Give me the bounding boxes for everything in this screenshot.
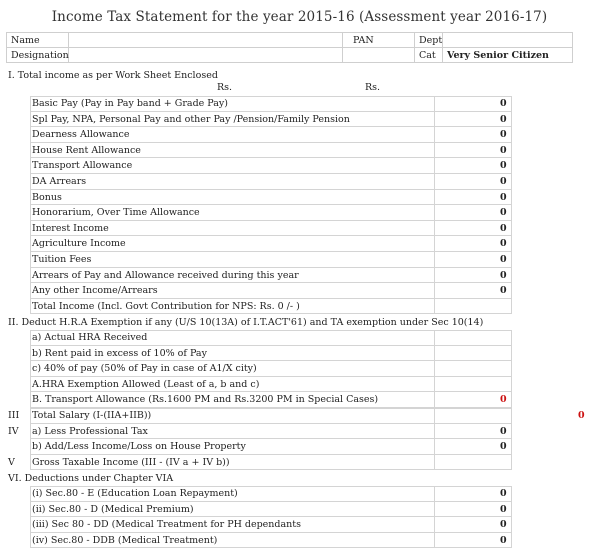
section-6-title: VI. Deductions under Chapter VIA [8, 473, 174, 484]
amount-value: 0 [500, 425, 507, 437]
row-label: B. Transport Allowance (Rs.1600 PM and Rs.3200 PM in Special Cases) [32, 394, 379, 406]
section-1-title: I. Total income as per Work Sheet Enclosed [8, 70, 218, 81]
name-value [69, 33, 343, 48]
value-cell [435, 299, 512, 315]
value-cell [435, 377, 512, 393]
row-label: Transport Allowance [32, 160, 133, 172]
row-label: c) 40% of pay (50% of Pay in case of A1/X city) [32, 363, 257, 375]
designation-value [69, 48, 343, 63]
amount-value: 0 [500, 129, 507, 141]
label-cell [30, 174, 435, 190]
dept-label: Dept [415, 33, 443, 48]
row-label: Any other Income/Arrears [32, 285, 158, 297]
amount-value: 0 [500, 488, 507, 499]
hra-row [6, 377, 593, 393]
amount-value: 0 [500, 441, 507, 453]
page-title: Income Tax Statement for the year 2015-16 (Assessment year 2016-17) [51, 9, 548, 25]
amount-value: 0 [500, 160, 507, 172]
cat-value: Very Senior Citizen [443, 48, 573, 63]
income-row [6, 127, 593, 143]
deduction-row [6, 533, 593, 548]
income-row [6, 252, 593, 268]
amount-value: 0 [500, 98, 507, 109]
row-label: (i) Sec.80 - E (Education Loan Repayment) [32, 488, 238, 499]
row-label: Arrears of Pay and Allowance received during this year [32, 269, 299, 281]
row-label: Tuition Fees [32, 253, 92, 265]
row-label: a) Actual HRA Received [32, 332, 148, 343]
row-label: Honorarium, Over Time Allowance [32, 207, 200, 219]
row-label: Bonus [32, 191, 62, 203]
deduction-rows [6, 486, 593, 548]
dept-value [443, 33, 573, 48]
summary-row [6, 455, 593, 471]
row-label: b) Add/Less Income/Loss on House Property [32, 441, 246, 453]
amount-value: 0 [500, 269, 507, 281]
amount-value: 0 [500, 222, 507, 234]
row-label: Total Salary (I-(IIA+IIB)) [32, 410, 152, 421]
income-row [6, 143, 593, 159]
amount-value: 0 [500, 519, 507, 531]
value-cell [435, 361, 512, 377]
cat-label: Cat [415, 48, 443, 63]
income-row [6, 174, 593, 190]
amount-value: 0 [500, 394, 507, 406]
row-label: House Rent Allowance [32, 144, 141, 156]
row-label: a) Less Professional Tax [32, 425, 148, 437]
value-cell [435, 455, 512, 471]
amount-value: 0 [500, 113, 507, 125]
rs-column-label-2: Rs. [365, 82, 381, 93]
summary-row [6, 408, 593, 424]
row-label: (iii) Sec 80 - DD (Medical Treatment for PH dependants [32, 519, 301, 531]
amount-value: 0 [500, 207, 507, 219]
hra-row [6, 392, 593, 408]
hra-row [6, 346, 593, 362]
pan-value [343, 48, 415, 63]
deduction-row [6, 486, 593, 502]
row-label: Total Income (Incl. Govt Contribution for NPS: Rs. 0 /- ) [32, 300, 300, 312]
income-row [6, 190, 593, 206]
row-label: (ii) Sec.80 - D (Medical Premium) [32, 503, 194, 515]
summary-row [6, 424, 593, 440]
income-row [6, 112, 593, 128]
amount-value: 0 [500, 238, 507, 250]
income-row [6, 221, 593, 237]
row-label: Agriculture Income [32, 238, 126, 250]
pan-label: PAN [343, 33, 415, 48]
row-label: b) Rent paid in excess of 10% of Pay [32, 347, 207, 359]
row-label: A.HRA Exemption Allowed (Least of a, b and c) [32, 378, 260, 390]
income-row [6, 205, 593, 221]
label-cell [30, 190, 435, 206]
amount-value: 0 [500, 144, 507, 156]
roman-numeral: III [8, 410, 20, 421]
hra-row [6, 330, 593, 346]
row-label: Spl Pay, NPA, Personal Pay and other Pay /Pension/Family Pension [32, 113, 350, 125]
row-label: Interest Income [32, 222, 109, 234]
amount-value: 0 [500, 534, 507, 546]
total-amount-value: 0 [578, 410, 585, 421]
value-cell [435, 330, 512, 346]
row-label: Dearness Allowance [32, 129, 130, 141]
deduction-row [6, 502, 593, 518]
roman-numeral: IV [8, 425, 19, 437]
row-label: Basic Pay (Pay in Pay band + Grade Pay) [32, 98, 228, 109]
income-rows [6, 96, 593, 314]
hra-row [6, 361, 593, 377]
roman-numeral: V [8, 456, 15, 468]
row-label: Gross Taxable Income (III - (IV a + IV b)) [32, 456, 230, 468]
income-row [6, 158, 593, 174]
value-cell [435, 346, 512, 362]
amount-value: 0 [500, 503, 507, 515]
income-row [6, 268, 593, 284]
row-label: DA Arrears [32, 175, 87, 187]
deduction-row [6, 517, 593, 533]
income-row [6, 283, 593, 299]
name-label: Name [7, 33, 69, 48]
amount-value: 0 [500, 253, 507, 265]
amount-value: 0 [500, 191, 507, 203]
summary-row [6, 439, 593, 455]
hra-rows [6, 330, 593, 408]
designation-label: Designation [7, 48, 69, 63]
amount-value: 0 [500, 175, 507, 187]
rs-column-label-1: Rs. [217, 82, 233, 93]
row-label: (iv) Sec.80 - DDB (Medical Treatment) [32, 534, 218, 546]
income-row [6, 299, 593, 315]
amount-value: 0 [500, 285, 507, 297]
income-row [6, 96, 593, 112]
value-cell [435, 408, 512, 424]
employee-header-table [6, 32, 573, 63]
summary-rows [6, 408, 593, 470]
income-row [6, 236, 593, 252]
section-2-title: II. Deduct H.R.A Exemption if any (U/S 10(13A) of I.T.ACT'61) and TA exemption under Sec 10(14) [8, 317, 484, 328]
